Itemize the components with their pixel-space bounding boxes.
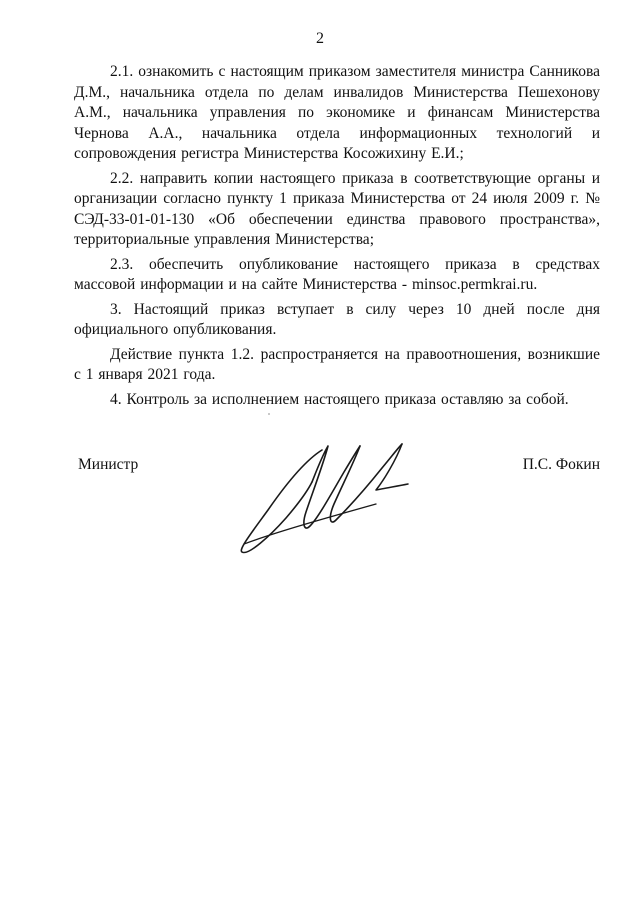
handwritten-signature (226, 432, 416, 562)
paragraph-4: 4. Контроль за исполнением настоящего приказа оставляю за собой. (110, 390, 569, 408)
paragraph-2-2: 2.2. направить копии настоящего приказа в соответствующие органы и организации согласно пункту 1 приказа Министерства от 24 июля 2009 г. № СЭД-33-01-01-130 «Об обеспечении единства правового пространства», территориальные управления Министерства; (74, 169, 600, 248)
paragraph-2-3: 2.3. обеспечить опубликование настоящего приказа в средствах массовой информации и на сайте Министерства - minsoc.permkrai.ru. (74, 255, 600, 293)
scan-speck (268, 413, 270, 415)
signature-stroke (330, 444, 402, 522)
paragraph-2-1: 2.1. ознакомить с настоящим приказом заместителя министра Санникова Д.М., начальника отдела по делам инвалидов Министерства Пешехонову А.М., начальника управления по экономике и финансам Министерства Чернова А.А., начальника отдела информационных технологий и сопровождения регистра Министерства Косожихину Е.И.; (74, 63, 600, 162)
signature-stroke (376, 444, 408, 490)
signature-stroke (304, 446, 360, 528)
paragraph-3: 3. Настоящий приказ вступает в силу через 10 дней после дня официального опубликования. (74, 300, 600, 338)
signatory-title: Министр (78, 456, 139, 473)
page-number: 2 (316, 30, 324, 47)
paragraph-3-note: Действие пункта 1.2. распространяется на правоотношения, возникшие с 1 января 2021 года. (74, 345, 600, 383)
signature-stroke (244, 504, 376, 544)
document-body (74, 62, 600, 414)
signatory-name: П.С. Фокин (522, 456, 600, 473)
